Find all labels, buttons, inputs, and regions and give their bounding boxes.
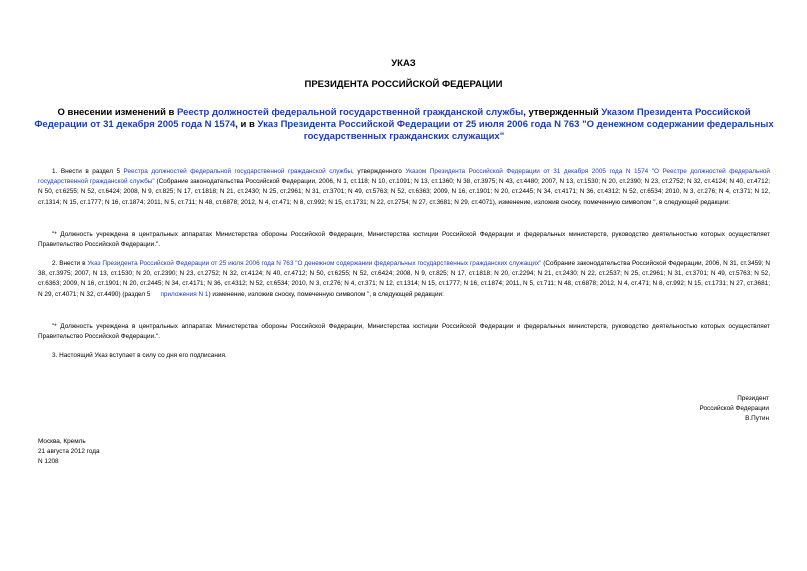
place-date-block <box>38 437 100 468</box>
p2-link-decree-763[interactable]: Указ Президента Российской Федерации от 25 июля 2006 года N 763 "О денежном содержании федеральных государственных гражданских служащих" <box>87 260 542 267</box>
p2-text-3: ) изменение, изложив сноску, помеченную символом ", в следующей редакции: <box>208 290 444 298</box>
signature-country: Российской Федерации <box>699 405 769 413</box>
footnote-quote-1: "* Должность учреждена в центральных аппаратах Министерства обороны Российской Федерации, Министерства юстиции Российской Федерации и федеральных министерств, руководство деятельностью которых осуществляет Правительство Российской Федерации.". <box>38 231 770 249</box>
document-title <box>34 107 774 143</box>
title-link-decree-763[interactable]: Указ Президента Российской Федерации от 25 июля 2006 года N 763 "О денежном содержании федеральных государственных гражданских служащих" <box>257 119 774 142</box>
title-text-3: , и в <box>235 119 258 130</box>
p2-text-1: 2. Внести в <box>52 260 88 267</box>
document-number: N 1208 <box>38 458 59 466</box>
paragraph-1 <box>38 167 770 208</box>
paragraph-3: 3. Настоящий Указ вступает в силу со дня его подписания. <box>52 352 227 359</box>
signature-title: Президент <box>737 395 769 402</box>
footnote-quote-2: "* Должность учреждена в центральных аппаратах Министерства обороны Российской Федерации, Министерства юстиции Российской Федерации и федеральных министерств, руководство деятельностью которых осуществляет Правительство Российской Федерации.". <box>38 323 770 341</box>
p1-text-1: 1. Внести в раздел 5 <box>52 168 124 175</box>
p1-text-3: (Собрание законодательства Российской Федерации, 2006, N 1, ст.118; N 10, ст.1091; N 13, ст.1360; N 38, ст.3975; N 43, ст.4480; 2007, N 13, ст.1530; N 20, ст.2390; N 23, ст.2752; N 32, ст.4124; N 40, ст.4712; N 50, ст.6255; N 52, ст.6424; 2008, N 9, ст.825; N 17, ст.1818; N 21, ст.2430; N 25, ст.2961; N 31, ст.3701; N 49, ст.5763; N 52, ст.6363; 2009, N 16, ст.1901; N 20, ст.2445; N 34, ст.4171; N 36, ст.4312; N 52, ст.6534; 2010, N 3, ст.276; N 4, ст.371; N 12, ст.1314; N 15, ст.1777; N 16, ст.1874; 2011, N 5, ст.711; N 48, ст.6878; 2012, N 4, ст.471; N 8, ст.992; N 15, ст.1731; N 22, ст.2754; N 27, ст.3681; N 29, ст.4071), изменение, изложив сноску, помеченную символом ", в следующей редакции: <box>38 178 770 206</box>
signature-name: В.Путин <box>745 415 769 423</box>
title-text-2: , утвержденный <box>523 107 602 118</box>
title-link-decree-1574[interactable]: Указом Президента Российской Федерации от 31 декабря 2005 года N 1574 <box>34 107 751 130</box>
signature-block <box>700 394 770 425</box>
document-type-heading: УКАЗ <box>391 58 416 69</box>
p1-link-registry[interactable]: Реестра должностей федеральной государственной гражданской службы <box>123 168 353 175</box>
title-link-registry[interactable]: Реестр должностей федеральной государственной гражданской службы <box>177 107 524 118</box>
paragraph-2 <box>38 259 770 300</box>
p2-link-appendix-1[interactable]: приложения N 1 <box>160 290 209 298</box>
place: Москва, Кремль <box>38 438 86 445</box>
title-text-1: О внесении изменений в <box>57 107 178 118</box>
p2-text-2: (Собрание законодательства Российской Федерации, 2006, N 31, ст.3459; N 38, ст.3975; 2007, N 13, ст.1530; N 20, ст.2390; N 23, ст.2752; N 32, ст.4124; N 40, ст.4712; N 50, ст.6255; N 52, ст.6424; 2008, N 9, ст.825; N 17, ст.1818; N 20, ст.2294; N 21, ст.2430; N 22, ст.2537; N 25, ст.2961; N 31, ст.3701; N 49, ст.5763; N 52, ст.6363; 2009, N 16, ст.1901; N 20, ст.2445; N 34, ст.4171; N 36, ст.4312; N 52, ст.6534; 2010, N 3, ст.276; N 4, ст.371; N 12, ст.1314; N 15, ст.1777; N 16, ст.1874; 2011, N 5, ст.711; N 48, ст.6878; 2012, N 4, ст.471; N 8, ст.992; N 15, ст.1731; N 27, ст.3681; N 29, ст.4071; N 32, ст.4490) (раздел 5 <box>38 260 770 298</box>
p1-text-2: , утвержденного <box>352 168 406 175</box>
p1-link-decree-1574[interactable]: Указом Президента Российской Федерации от 31 декабря 2005 года N 1574 "О Реестре должностей федеральной государственной гражданской службы" <box>38 168 770 186</box>
date: 21 августа 2012 года <box>38 448 100 456</box>
issuer-heading: ПРЕЗИДЕНТА РОССИЙСКОЙ ФЕДЕРАЦИИ <box>304 79 503 90</box>
